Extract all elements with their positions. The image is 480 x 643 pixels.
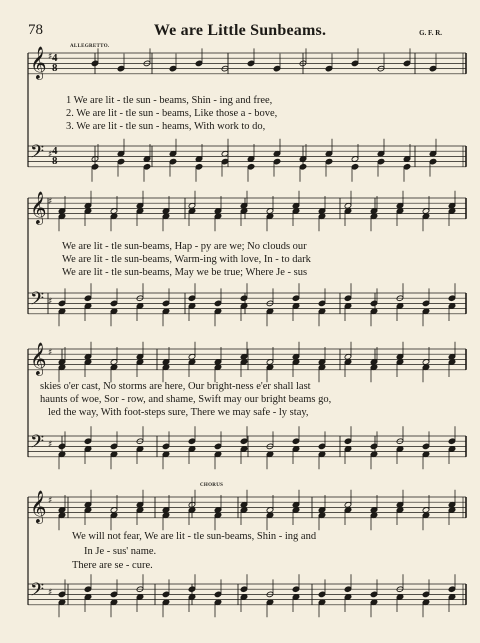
lyric-line: 3. We are lit - tle sun - heams, With work to do, xyxy=(66,121,266,132)
sharp-icon: ♯ xyxy=(48,348,53,358)
lyric-line: 1 We are lit - tle sun - beams, Shin - ing and free, xyxy=(66,95,273,106)
chorus-marking: CHORUS xyxy=(200,483,224,488)
lyric-line: We are lit - tle sun-beams, Hap - py are we; No clouds our xyxy=(62,241,307,252)
lyric-line: We are lit - tle sun-beams, Warm-ing with love, In - to dark xyxy=(62,254,311,265)
sharp-icon: ♯ xyxy=(48,52,53,62)
bass-clef-icon: 𝄢 xyxy=(30,142,45,167)
hymn-title: We are Little Sunbeams. xyxy=(153,22,327,39)
sharp-icon: ♯ xyxy=(48,440,53,450)
time-signature: 8 xyxy=(52,62,58,74)
lyric-line: There are se - cure. xyxy=(72,560,153,571)
lyric-line: We will not fear, We are lit - tle sun-beams, Shin - ing and xyxy=(72,531,317,542)
lyric-line: haunts of woe, Sor - row, and shame, Swift may our bright beams go, xyxy=(40,394,332,405)
lyric-line: 2. We are lit - tle sun - beams, Like those a - bove, xyxy=(66,108,278,119)
treble-clef-icon: 𝄞 xyxy=(30,46,47,79)
time-signature: 4 xyxy=(52,52,58,64)
sharp-icon: ♯ xyxy=(48,297,53,307)
treble-clef-icon: 𝄞 xyxy=(30,191,47,224)
bass-clef-icon: 𝄢 xyxy=(30,432,45,457)
time-signature: 4 xyxy=(52,145,58,157)
lyric-line: skies o'er cast, No storms are here, Our bright-ness e'er shall last xyxy=(40,381,311,392)
bass-clef-icon: 𝄢 xyxy=(30,580,45,605)
lyric-line: In Je - sus' name. xyxy=(84,546,157,557)
treble-clef-icon: 𝄞 xyxy=(30,490,47,523)
sharp-icon: ♯ xyxy=(48,150,53,160)
author-initials: G. F. R. xyxy=(419,29,442,37)
page-number: 78 xyxy=(28,22,43,38)
treble-clef-icon: 𝄞 xyxy=(30,342,47,375)
lyric-line: led the way, With foot-steps sure, There we may safe - ly stay, xyxy=(48,407,309,418)
lyric-line: We are lit - tle sun-beams, May we be true; Where Je - sus xyxy=(62,267,308,278)
sharp-icon: ♯ xyxy=(48,588,53,598)
sharp-icon: ♯ xyxy=(48,197,53,207)
tempo-marking: ALLEGRETTO. xyxy=(70,44,110,49)
sharp-icon: ♯ xyxy=(48,496,53,506)
bass-clef-icon: 𝄢 xyxy=(30,289,45,314)
time-signature: 8 xyxy=(52,155,58,167)
